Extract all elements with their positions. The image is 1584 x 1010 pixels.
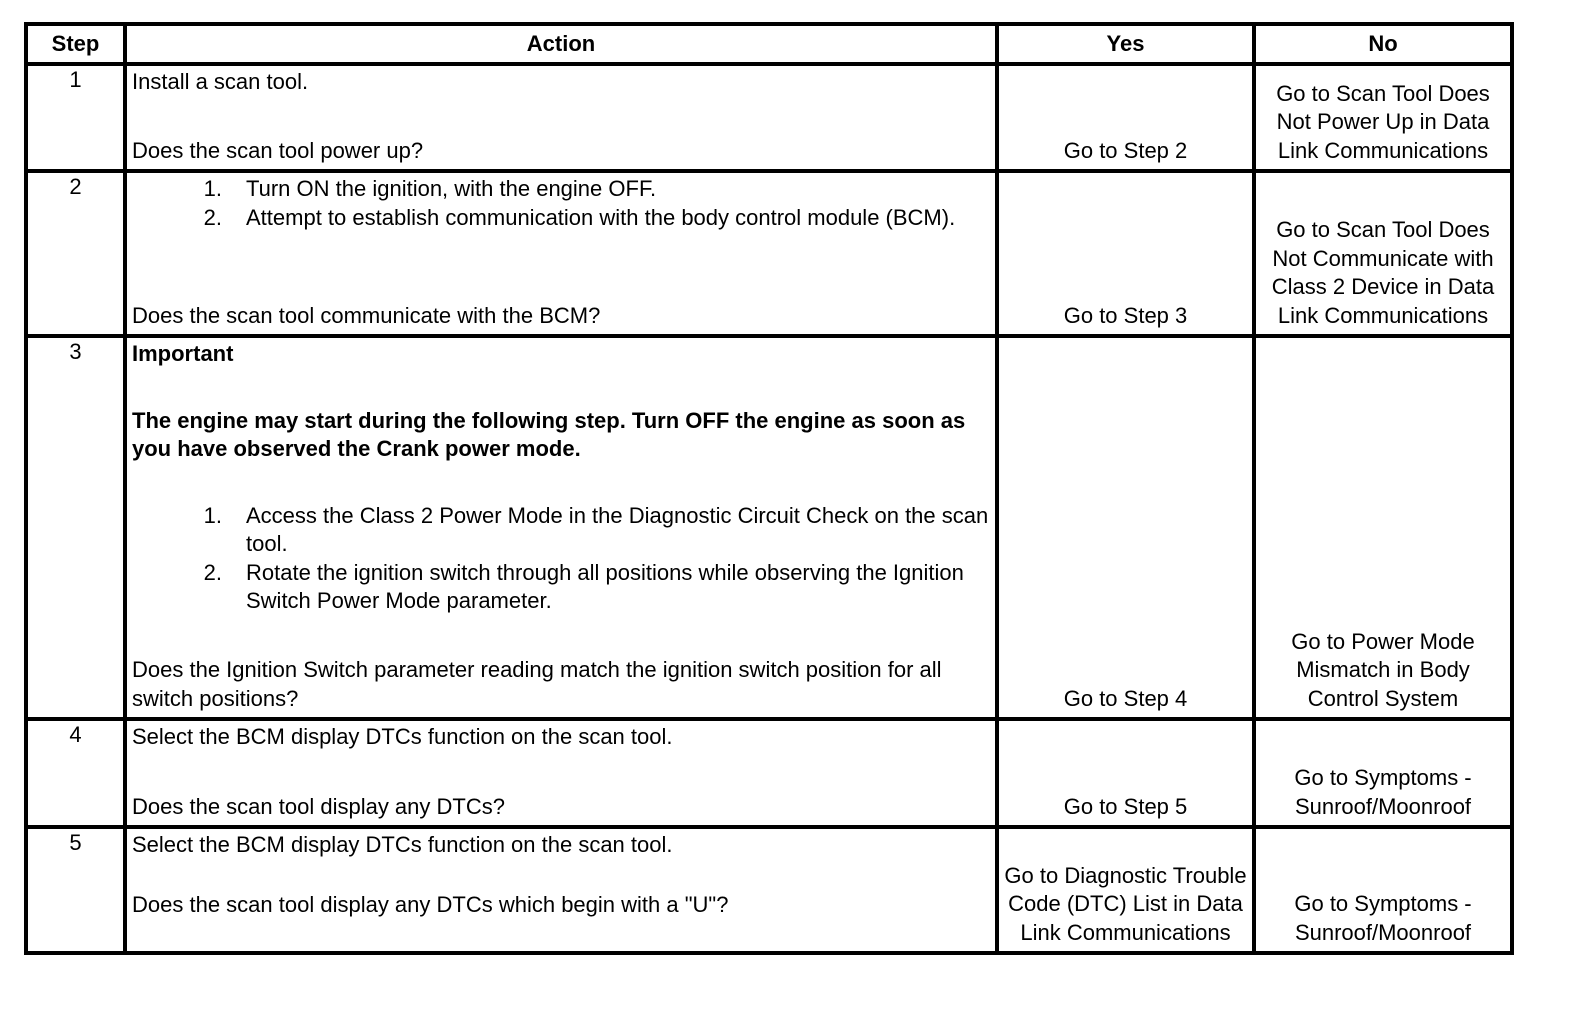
step-number: 2	[26, 171, 125, 336]
question-text: Does the scan tool display any DTCs which begin with a "U"?	[132, 891, 729, 917]
yes-cell	[997, 336, 1254, 719]
action-cell	[125, 336, 997, 719]
yes-text: Go to Diagnostic Trouble Code (DTC) List in Data Link Communications	[1004, 862, 1247, 945]
yes-cell	[997, 171, 1254, 336]
yes-text: Go to Step 2	[1063, 137, 1188, 163]
no-text: Go to Power Mode Mismatch in Body Control System	[1291, 628, 1475, 711]
header-yes: Yes	[997, 24, 1254, 64]
action-text: Select the BCM display DTCs function on the scan tool.	[132, 724, 673, 749]
step-number: 4	[26, 719, 125, 827]
yes-text: Go to Step 5	[1063, 793, 1188, 819]
table-row	[26, 827, 1512, 953]
yes-cell	[997, 827, 1254, 953]
step-number: 1	[26, 64, 125, 171]
important-label: Important	[132, 341, 234, 366]
action-text: Install a scan tool.	[132, 69, 309, 94]
action-cell	[125, 64, 997, 171]
action-cell	[125, 719, 997, 827]
no-cell	[1254, 827, 1512, 953]
no-text: Go to Scan Tool Does Not Power Up in Data Link Communications	[1276, 80, 1490, 163]
list-item	[132, 502, 990, 559]
table-row	[26, 171, 1512, 336]
item-number: 1.	[203, 502, 222, 528]
header-row	[26, 24, 1512, 64]
list-item	[132, 559, 990, 616]
action-text: Select the BCM display DTCs function on the scan tool.	[132, 832, 673, 857]
question-text: Does the Ignition Switch parameter reading match the ignition switch position for all switch positions?	[132, 657, 942, 711]
item-text: Turn ON the ignition, with the engine OFF.	[246, 176, 657, 201]
header-action: Action	[125, 24, 997, 64]
yes-cell	[997, 64, 1254, 171]
item-number: 2.	[203, 204, 222, 230]
question-text: Does the scan tool communicate with the BCM?	[132, 302, 601, 328]
no-cell	[1254, 719, 1512, 827]
table-row	[26, 719, 1512, 827]
yes-cell	[997, 719, 1254, 827]
step-number: 3	[26, 336, 125, 719]
item-text: Access the Class 2 Power Mode in the Diagnostic Circuit Check on the scan tool.	[246, 502, 989, 556]
step-number: 5	[26, 827, 125, 953]
no-cell	[1254, 336, 1512, 719]
item-number: 2.	[203, 559, 222, 585]
procedure-list	[132, 175, 990, 232]
item-number: 1.	[203, 176, 222, 201]
item-text: Attempt to establish communication with the body control module (BCM).	[246, 204, 956, 230]
question-text: Does the scan tool display any DTCs?	[132, 793, 505, 819]
table-row	[26, 336, 1512, 719]
no-cell	[1254, 64, 1512, 171]
item-text: Rotate the ignition switch through all positions while observing the Ignition Switch Power Mode parameter.	[246, 559, 964, 613]
diagnostic-table	[24, 22, 1514, 955]
list-item	[132, 204, 990, 233]
header-step: Step	[26, 24, 125, 64]
no-text: Go to Scan Tool Does Not Communicate with Class 2 Device in Data Link Communications	[1271, 217, 1495, 328]
action-cell	[125, 827, 997, 953]
header-no: No	[1254, 24, 1512, 64]
action-cell	[125, 171, 997, 336]
list-item	[132, 175, 990, 204]
procedure-list	[132, 502, 990, 616]
table-row	[26, 64, 1512, 171]
yes-text: Go to Step 4	[1063, 685, 1188, 711]
important-text: The engine may start during the following step. Turn OFF the engine as soon as you have observed the Crank power mode.	[132, 407, 966, 461]
no-text: Go to Symptoms - Sunroof/Moonroof	[1294, 765, 1472, 819]
yes-text: Go to Step 3	[1063, 302, 1188, 328]
no-text: Go to Symptoms - Sunroof/Moonroof	[1294, 891, 1472, 945]
question-text: Does the scan tool power up?	[132, 137, 424, 163]
no-cell	[1254, 171, 1512, 336]
